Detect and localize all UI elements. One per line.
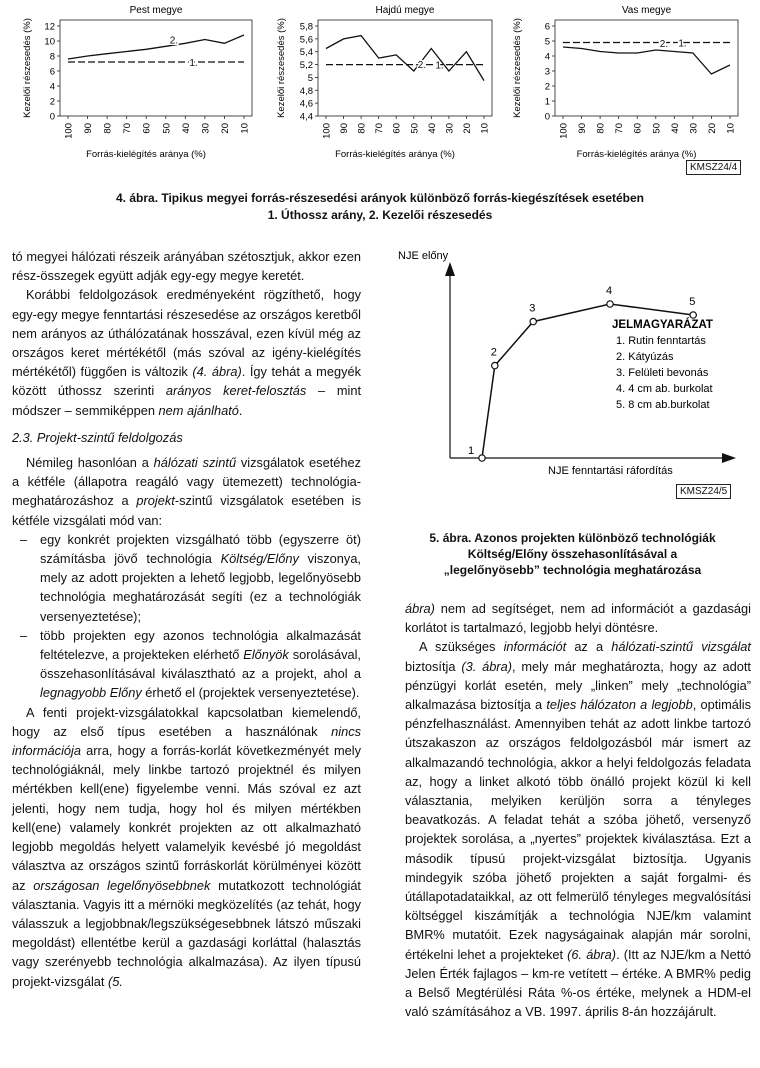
x-tick-label: 60 <box>141 123 153 134</box>
text: . Így tehát a megyék között úthossz szerinti <box>12 364 361 399</box>
y-axis-label: Kezelői részesedés (%) <box>512 18 523 118</box>
curve-point <box>690 312 696 318</box>
y-tick-label: 6 <box>544 21 550 33</box>
series-label-2: 2. <box>169 35 179 47</box>
list-item <box>12 626 361 703</box>
paragraph: tó megyei hálózati részeik arányában szétosztjuk, akkor ezen rész-összegek együtt adják egy-egy megye keretét. <box>12 249 361 284</box>
text: , optimális pénzfelhasználást. Amennyiben tehát az adott linkbe tartozó útszakaszon az országos feldolgozásból már ismert az alkalmazandó technológia, akkor a helyi feldolgozás feladata az, hogy a linket alkotó több önálló projekt közül ki kell választania, melyiken kerüljön sorra a tényleges beavatkozás. A feladat tehát a szóba jöhető, versenyző projektek sorolása, a „nyertes” projektek kiválasztása. Ezt a második típusú projekt-vizsgálat biztosítja. Ugyanis mindegyik szóba jöhető projekten a saját forgalmi- és útállapotadataikkal, az ott felmerülő tényleges megvalósítási költséggel kiszámítják a technológia NJE/km valamint BMR% mutatóit. Ezek nagyságainak alapján már sorolni, értékelni lehet a projekteket <box>405 697 751 962</box>
series-label-1: 1. <box>678 38 687 50</box>
y-tick-label: 5,4 <box>299 47 313 59</box>
text: vizsgálatok esetéhez a kétféle (állapotra reagáló vagy ütemezett) technológia-meghatározáshoz a <box>12 455 361 509</box>
text: több projekten egy azonos technológia alkalmazását feltételezve, a projekteken elérhető <box>40 627 361 663</box>
right-column <box>405 599 751 1021</box>
x-tick-label: 10 <box>725 123 737 134</box>
left-column <box>12 247 361 991</box>
y-tick-label: 2 <box>49 96 55 108</box>
x-tick-label: 20 <box>461 123 473 134</box>
x-tick-label: 90 <box>577 123 589 134</box>
emphasis: nem ajánlható <box>158 402 239 418</box>
emphasis: teljes hálózaton a legjobb <box>546 697 693 713</box>
x-axis-label: Forrás-kielégítés aránya (%) <box>576 149 697 160</box>
series-label-1: 1. <box>435 60 444 72</box>
y-tick-label: 0 <box>544 111 550 123</box>
x-tick-label: 40 <box>180 123 192 134</box>
figure-ref: (6. ábra) <box>567 946 617 962</box>
plot-frame <box>60 20 252 116</box>
text: viszonya, mely az adott projekten a lehető legjobb, legelőnyösebb technológia meghatározását segíti (ez a technológiák versenyeztetése); <box>40 551 361 624</box>
y-tick-label: 10 <box>44 36 55 48</box>
figure-ref: (3. ábra) <box>461 658 512 674</box>
text: sorolásával, összehasonlításával kiválasztható az a projekt, ahol a <box>40 647 361 682</box>
series-line-2 <box>326 36 484 81</box>
y-tick-label: 5 <box>544 36 550 48</box>
text: , mely már meghatározta, hogy az adott pénzügyi korlát esetén, mely „linken” mely „technológia” alkalmazása biztosítja a <box>405 658 751 713</box>
x-tick-label: 60 <box>632 123 644 134</box>
y-tick-label: 12 <box>44 21 55 33</box>
paragraph <box>12 285 361 419</box>
x-tick-label: 70 <box>374 123 386 134</box>
list-item <box>12 530 361 626</box>
x-tick-label: 40 <box>669 123 681 134</box>
text: Korábbi feldolgozások eredményeként rögzíthető, hogy egy-egy megye fenntartási részesedése az országos keretből nem arányos az úthálózatának hosszával, ezen kívül még az országos keret mértékétől (más szóval az igény-kielégítés mértékétől) függően is változik <box>12 287 361 380</box>
y-tick-label: 5,6 <box>299 34 313 46</box>
paragraph <box>12 703 361 991</box>
series-label-1: 1. <box>189 58 198 69</box>
x-axis-label: NJE fenntartási ráfordítás <box>548 465 673 477</box>
emphasis: hálózati szintű <box>153 455 237 471</box>
x-tick-label: 100 <box>321 123 333 139</box>
curve-point <box>530 318 536 324</box>
emphasis: Költség/Előny <box>220 551 299 567</box>
legend-item-4: 4. 4 cm ab. burkolat <box>616 383 713 395</box>
y-axis-label: NJE előny <box>398 250 449 262</box>
figure-5-id: KMSZ24/5 <box>676 484 731 499</box>
series-line-2 <box>68 35 244 59</box>
y-tick-label: 1 <box>544 96 550 108</box>
legend-item-3: 3. Felületi bevonás <box>616 367 709 379</box>
emphasis: információt <box>503 639 567 655</box>
y-tick-label: 4 <box>544 51 550 63</box>
curve-point <box>492 362 498 368</box>
y-tick-label: 5,2 <box>299 60 313 72</box>
paragraph <box>12 453 361 530</box>
curve-point <box>479 455 485 461</box>
text: érhető el (projektek versenyeztetése). <box>141 685 360 701</box>
text: az a <box>566 639 612 655</box>
legend-item-1: 1. Rutin fenntartás <box>616 335 706 347</box>
y-tick-label: 4,4 <box>299 111 313 123</box>
emphasis: hálózati-szintű vizsgálat <box>611 639 751 655</box>
y-tick-label: 4,6 <box>299 98 313 110</box>
text: nem ad segítséget, nem ad információt a gazdasági korlátot is tartalmazó, legjobb helyi döntésre. <box>405 601 751 636</box>
emphasis: projekt <box>136 493 175 509</box>
x-tick-label: 40 <box>426 123 438 134</box>
text: biztosítja <box>405 658 462 674</box>
figure-5-caption-line1: 5. ábra. Azonos projekten különböző technológiák <box>429 531 716 545</box>
series-line-2 <box>563 47 730 74</box>
figure-ref: ábra) <box>405 601 435 616</box>
figure-4-caption-line1: 4. ábra. Tipikus megyei forrás-részesedési arányok különböző forrás-kiegészítések esetében <box>116 191 644 205</box>
x-axis-label: Forrás-kielégítés aránya (%) <box>335 149 455 160</box>
point-label: 1 <box>468 445 475 457</box>
y-tick-label: 4 <box>49 81 55 93</box>
legend-item-2: 2. Kátyúzás <box>616 351 674 363</box>
x-tick-label: 50 <box>161 123 173 134</box>
y-tick-label: 2 <box>544 81 550 93</box>
point-label: 5 <box>689 296 696 308</box>
text: Némileg hasonlóan a <box>26 455 154 471</box>
text: A fenti projekt-vizsgálatokkal kapcsolatban kiemelendő, hogy az első típus esetében a használónak <box>12 704 361 739</box>
x-tick-label: 100 <box>558 123 570 139</box>
paragraph <box>405 637 751 1021</box>
emphasis: arányos keret-felosztás <box>165 383 307 399</box>
y-axis-label: Kezelői részesedés (%) <box>276 18 287 118</box>
legend-title: JELMAGYARÁZAT <box>612 319 713 331</box>
paragraph <box>405 599 751 637</box>
figure-5-caption <box>400 530 745 578</box>
y-tick-label: 8 <box>49 51 55 63</box>
text: . (Itt az NJE/km a Nettó Jelen Érték fajlagos – km-re vetített – értéke. A BMR% pedig a Belső Megtérülési Ráta %-os értéke, melynek a HDM-el való számításához a VB. 1997. április 8-án hozzájárult. <box>405 946 751 1020</box>
x-tick-label: 80 <box>356 123 368 134</box>
legend-item-5: 5. 8 cm ab.burkolat <box>616 399 710 411</box>
x-tick-label: 10 <box>239 123 251 134</box>
x-tick-label: 20 <box>219 123 231 134</box>
x-tick-label: 60 <box>391 123 403 134</box>
y-tick-label: 5,8 <box>299 21 313 33</box>
x-tick-label: 30 <box>444 123 456 134</box>
text: arra, hogy a forrás-korlát következményét mely technológiáknál, mely linkbe tartozó projektnél és milyen mértékben kell(ene) figyelembe venni. Más szóval ez azt jelenti, hogy nem tudja, hogy hol és milyen mértékben kell(ene) valamely konkrét projekten az ott alkalmazható legjobb megoldás helyett valamelyik kevésbé jó megoldást választva az országos szintű forráskorlát körülményei között az <box>12 743 361 893</box>
figure-5-caption-line2: Költség/Előny összehasonlításával a <box>467 547 678 561</box>
x-tick-label: 20 <box>706 123 718 134</box>
chart-title: Pest megye <box>129 5 183 16</box>
x-axis-arrow <box>722 453 736 463</box>
figure-4-caption <box>30 190 730 224</box>
x-tick-label: 70 <box>122 123 134 134</box>
chart-title: Hajdú megye <box>375 5 435 16</box>
y-axis-label: Kezelői részesedés (%) <box>22 18 33 118</box>
chart-title: Vas megye <box>621 5 672 16</box>
figure-4-caption-line2: 1. Úthossz arány, 2. Kezelői részesedés <box>267 208 493 222</box>
curve-point <box>607 301 613 307</box>
x-tick-label: 50 <box>409 123 421 134</box>
plot-frame <box>318 20 492 116</box>
figure-4-id: KMSZ24/4 <box>686 160 741 175</box>
text: mutatkozott technológiát választania. Vagyis itt a mérnöki megközelítés (az tehát, hogy válasszuk a legjobbnak/legszükségesebbnek látszó műszaki megoldást) ellentétbe kerül a gazdasági korláttal (halasztás vagy szerényebb technológia alkalmazása). Az ilyen típusú projekt-vizsgálat <box>12 877 362 989</box>
text: – mint módszer – semmiképpen <box>12 383 361 418</box>
x-tick-label: 90 <box>83 123 95 134</box>
x-tick-label: 90 <box>339 123 351 134</box>
emphasis: Előnyök <box>243 647 289 663</box>
list-dash: – <box>20 627 28 643</box>
figure-ref: (5. <box>108 973 123 989</box>
section-heading: 2.3. Projekt-szintű feldolgozás <box>12 429 183 445</box>
y-tick-label: 6 <box>49 66 55 78</box>
x-tick-label: 80 <box>102 123 114 134</box>
point-label: 4 <box>606 285 613 297</box>
y-tick-label: 5 <box>307 72 313 84</box>
y-axis-arrow <box>445 262 455 276</box>
point-label: 3 <box>529 302 536 315</box>
y-tick-label: 0 <box>49 111 55 123</box>
x-axis-label: Forrás-kielégítés aránya (%) <box>86 149 206 160</box>
emphasis: országosan legelőnyösebbnek <box>33 877 211 893</box>
x-tick-label: 70 <box>614 123 626 134</box>
series-label-2: 2. <box>417 60 427 71</box>
x-tick-label: 50 <box>651 123 663 134</box>
emphasis: nincs információja <box>12 723 361 759</box>
list-dash: – <box>20 531 28 547</box>
figure-ref: (4. ábra) <box>192 364 242 380</box>
x-tick-label: 80 <box>595 123 607 134</box>
figure-5-caption-line3: „legelőnyösebb” technológia meghatározása <box>443 563 702 577</box>
text: A szükséges <box>419 639 504 655</box>
x-tick-label: 30 <box>688 123 700 134</box>
y-tick-label: 3 <box>544 66 550 78</box>
x-tick-label: 100 <box>63 123 75 139</box>
x-tick-label: 10 <box>479 123 491 134</box>
x-tick-label: 30 <box>200 123 212 134</box>
y-tick-label: 4,8 <box>299 85 313 97</box>
text: . <box>238 402 243 418</box>
point-label: 2 <box>490 346 497 359</box>
plot-frame <box>555 20 738 116</box>
series-label-2: 2. <box>659 39 669 50</box>
text: -szintű vizsgálatok esetében is kétféle vizsgálati mód van: <box>12 493 362 528</box>
figure-5-chart <box>390 240 760 500</box>
emphasis: legnagyobb Előny <box>40 685 142 701</box>
text: egy konkrét projekten vizsgálható több (egyszerre öt) számításba jövő technológia <box>40 531 361 567</box>
